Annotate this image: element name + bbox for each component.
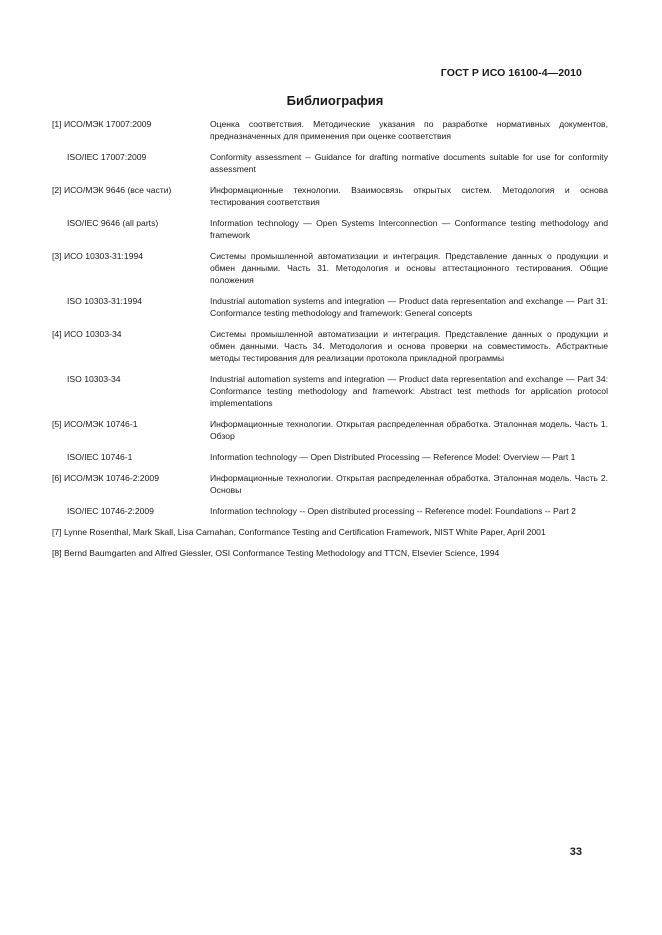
entry-description: Conformity assessment -- Guidance for drafting normative documents suitable for use for conformity assessment <box>210 152 608 174</box>
entry-reference: ISO 10303-31:1994 <box>67 296 143 306</box>
page-title: Библиография <box>286 93 384 108</box>
entry-reference: [5] ИСО/МЭК 10746-1 <box>52 419 138 429</box>
entry-description: Оценка соответствия. Методические указания по разработке нормативных документов, предназначенных для применения при оценке соответствия <box>210 119 608 141</box>
bibliography-entry <box>52 118 608 142</box>
bibliography-entry <box>52 373 608 409</box>
entry-reference: ISO/IEC 9646 (all parts) <box>67 218 159 228</box>
bibliography-entry <box>52 184 608 208</box>
entry-reference: ISO/IEC 10746-2:2009 <box>67 506 154 516</box>
entry-reference: ISO/IEC 10746-1 <box>67 452 133 462</box>
bibliography-entry-full: [7] Lynne Rosenthal, Mark Skall, Lisa Carnahan, Conformance Testing and Certification Framework, NIST White Paper, April 2001 <box>52 527 546 537</box>
bibliography-entry <box>52 328 608 364</box>
entry-reference: [6] ИСО/МЭК 10746-2:2009 <box>52 473 159 483</box>
entry-description: Информационные технологии. Открытая распределенная обработка. Эталонная модель. Часть 1. Обзор <box>210 419 608 441</box>
bibliography-list <box>52 118 608 568</box>
bibliography-entry <box>52 295 608 319</box>
entry-description: Industrial automation systems and integration — Product data representation and exchange — Part 34: Conformance testing methodology and framework: Abstract test methods for application protocol implementations <box>210 374 608 408</box>
bibliography-entry <box>52 217 608 241</box>
entry-description: Information technology — Open Distributed Processing — Reference Model: Overview — Part 1 <box>210 452 576 462</box>
entry-description: Industrial automation systems and integration — Product data representation and exchange — Part 31: Conformance testing methodology and framework: General concepts <box>210 296 608 318</box>
bibliography-entry-full: [8] Bernd Baumgarten and Alfred Giessler, OSI Conformance Testing Methodology and TTCN, Elsevier Science, 1994 <box>52 548 500 558</box>
entry-description: Information technology — Open Systems Interconnection — Conformance testing methodology and framework <box>210 218 608 240</box>
entry-reference: [4] ИСО 10303-34 <box>52 329 122 339</box>
page-number: 33 <box>569 846 582 858</box>
entry-description: Системы промышленной автоматизации и интеграция. Представление данных о продукции и обмен данными. Часть 31. Методология и основы аттестационного тестирования. Общие положения <box>210 251 608 285</box>
bibliography-entry <box>52 451 608 463</box>
bibliography-entry <box>52 250 608 286</box>
bibliography-entry <box>52 418 608 442</box>
entry-reference: [2] ИСО/МЭК 9646 (все части) <box>52 185 172 195</box>
entry-reference: [3] ИСО 10303-31:1994 <box>52 251 144 261</box>
entry-description: Системы промышленной автоматизации и интеграция. Представление данных о продукции и обмен данными. Часть 34. Методология и основа проверки на совместимость. Абстрактные методы тестирования для реализации протокола прикладной программы <box>210 329 608 363</box>
document-header: ГОСТ Р ИСО 16100-4—2010 <box>440 67 582 79</box>
entry-reference: ISO 10303-34 <box>67 374 121 384</box>
entry-description: Информационные технологии. Открытая распределенная обработка. Эталонная модель. Часть 2. Основы <box>210 473 608 495</box>
entry-reference: ISO/IEC 17007:2009 <box>67 152 147 162</box>
bibliography-entry <box>52 505 608 517</box>
entry-description: Information technology -- Open distributed processing -- Reference model: Foundations -- Part 2 <box>210 506 576 516</box>
bibliography-entry <box>52 151 608 175</box>
entry-description: Информационные технологии. Взаимосвязь открытых систем. Методология и основа тестирования соответствия <box>210 185 608 207</box>
bibliography-entry <box>52 472 608 496</box>
entry-reference: [1] ИСО/МЭК 17007:2009 <box>52 119 152 129</box>
